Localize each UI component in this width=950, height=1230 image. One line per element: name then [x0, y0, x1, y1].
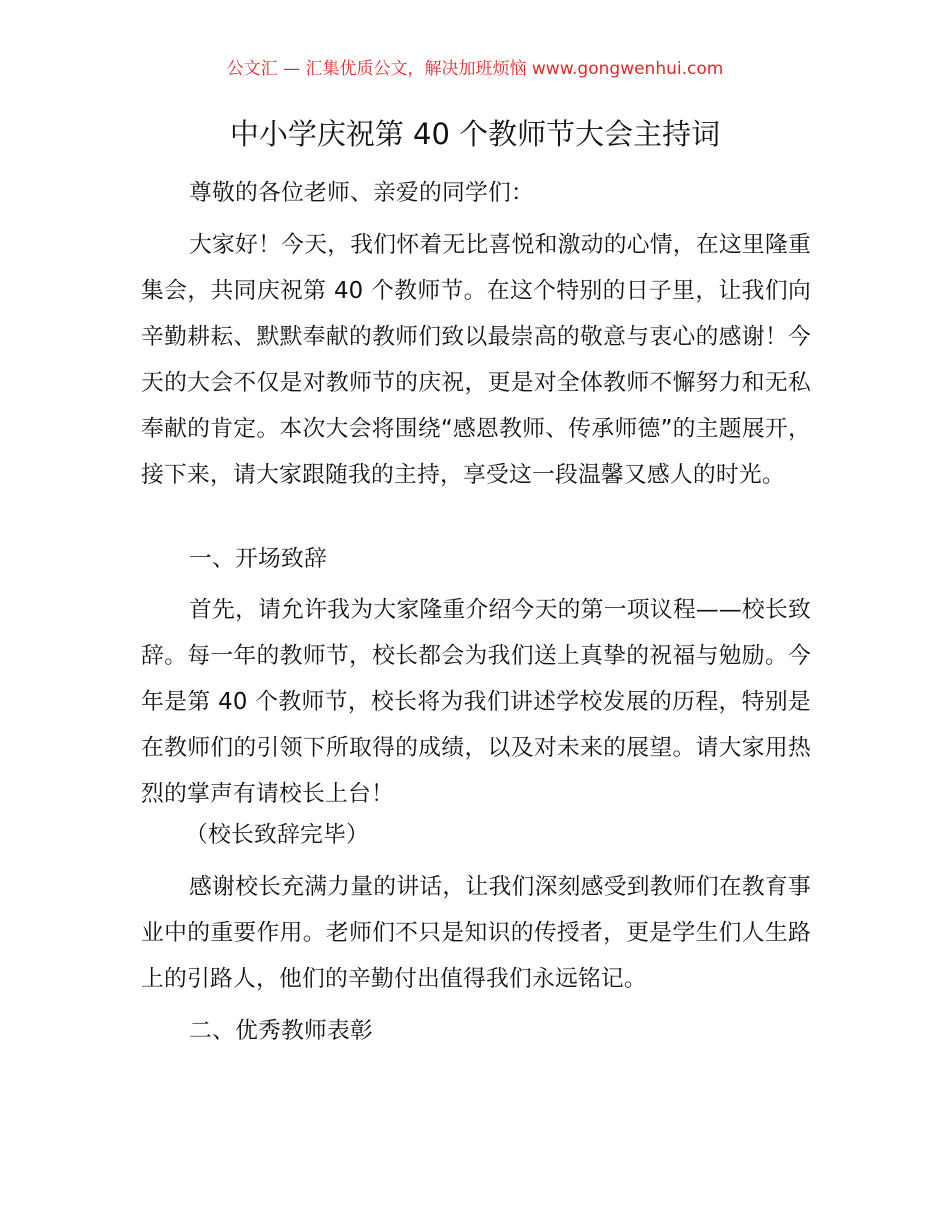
section1-paragraph: 首先，请允许我为大家隆重介绍今天的第一项议程——校长致辞。每一年的教师节，校长都会为我们送上真挚的祝福与勉励。今年是第 40 个教师节，校长将为我们讲述学校发展的历程，特别是在教师们的引领下所取得的成绩，以及对未来的展望。请大家用热烈的掌声有请校长上台！ [141, 597, 811, 807]
opening-paragraph: 大家好！今天，我们怀着无比喜悦和激动的心情，在这里隆重集会，共同庆祝第 40 个教师节。在这个特别的日子里，让我们向辛勤耕耘、默默奉献的教师们致以最崇高的敬意与衷心的感谢！今天的大会不仅是对教师节的庆祝，更是对全体教师不懈努力和无私奉献的肯定。本次大会将围绕“感恩教师、传承师德”的主题展开，接下来，请大家跟随我的主持，享受这一段温馨又感人的时光。 [141, 232, 811, 488]
section-heading-opening-speech: 一、开场致辞 [189, 546, 327, 572]
greeting: 尊敬的各位老师、亲爱的同学们： [189, 180, 534, 206]
thanks-paragraph: 感谢校长充满力量的讲话，让我们深刻感受到教师们在教育事业中的重要作用。老师们不只是知识的传授者，更是学生们人生路上的引路人，他们的辛勤付出值得我们永远铭记。 [141, 874, 811, 992]
document-title: 中小学庆祝第 40 个教师节大会主持词 [229, 117, 721, 151]
stage-note: （校长致辞完毕） [185, 822, 369, 848]
section-heading-teacher-awards: 二、优秀教师表彰 [189, 1018, 373, 1044]
site-banner[interactable]: 公文汇 — 汇集优质公文，解决加班烦恼 www.gongwenhui.com [226, 59, 724, 79]
